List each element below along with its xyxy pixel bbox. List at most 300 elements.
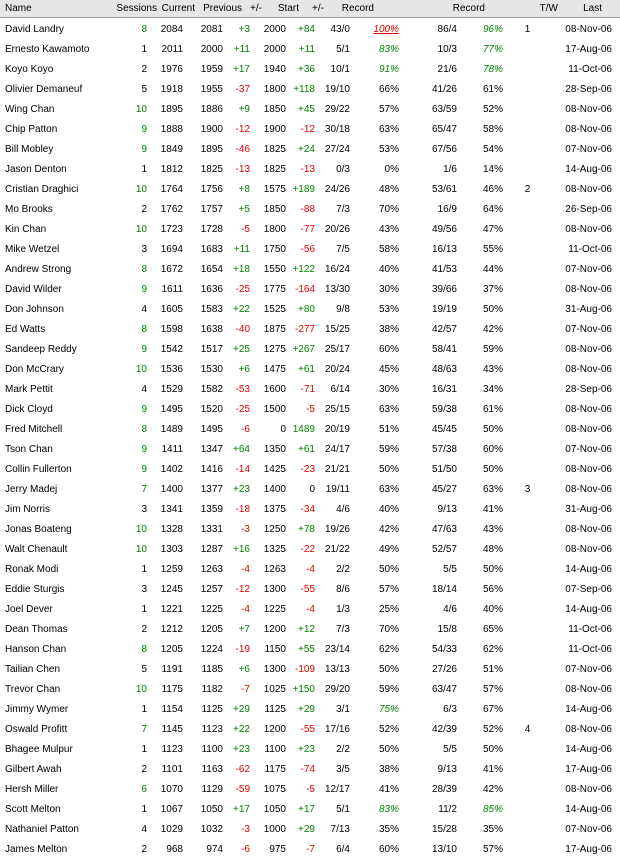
game-pct: 96%: [482, 24, 503, 35]
game-record: 16/13: [431, 244, 457, 255]
start-rating: 1350: [263, 444, 286, 455]
game-pct: 50%: [482, 464, 503, 475]
session-pct: 53%: [378, 304, 399, 315]
current-rating: 1101: [161, 764, 183, 775]
session-pct: 50%: [378, 744, 399, 755]
table-row: [0, 820, 620, 840]
tw-rank: [520, 420, 535, 440]
previous-rating: 1123: [201, 724, 223, 735]
last-played: 08-Nov-06: [565, 284, 612, 295]
header-last: Last: [583, 3, 602, 14]
start-rating: 1375: [263, 504, 286, 515]
last-played: 07-Nov-06: [565, 264, 612, 275]
previous-rating: 1520: [200, 404, 223, 415]
game-pct: 62%: [482, 644, 503, 655]
player-name: Jimmy Wymer: [5, 704, 69, 715]
last-played: 11-Oct-06: [568, 644, 612, 655]
rating-change: -53: [235, 384, 250, 395]
game-pct: 78%: [482, 64, 503, 75]
current-rating: 2084: [160, 24, 183, 35]
game-pct: 77%: [482, 44, 503, 55]
previous-rating: 1959: [200, 64, 223, 75]
session-pct: 30%: [378, 384, 399, 395]
game-pct: 52%: [482, 724, 503, 735]
start-rating: 1225: [263, 604, 286, 615]
start-rating: 1825: [263, 144, 286, 155]
session-record: 20/19: [324, 424, 350, 435]
game-pct: 65%: [482, 624, 503, 635]
session-pct: 52%: [378, 724, 399, 735]
game-pct: 52%: [482, 104, 503, 115]
game-record: 63/59: [431, 104, 457, 115]
last-played: 07-Nov-06: [565, 144, 612, 155]
session-record: 24/26: [324, 184, 350, 195]
rating-change: -13: [235, 164, 250, 175]
sessions: 9: [141, 124, 147, 135]
start-rating: 1275: [263, 344, 286, 355]
start-rating: 1300: [263, 664, 286, 675]
start-rating: 1200: [263, 724, 286, 735]
game-pct: 67%: [482, 704, 503, 715]
sessions: 7: [141, 724, 147, 735]
change-since-start: +23: [298, 744, 315, 755]
session-record: 3/5: [336, 764, 350, 775]
sessions: 4: [141, 824, 147, 835]
start-rating: 1575: [263, 184, 286, 195]
last-played: 08-Nov-06: [565, 424, 612, 435]
current-rating: 1029: [160, 824, 183, 835]
change-since-start: 0: [309, 484, 315, 495]
change-since-start: -56: [300, 244, 315, 255]
header-start: Start: [277, 3, 299, 14]
session-record: 13/30: [324, 284, 350, 295]
previous-rating: 1416: [200, 464, 223, 475]
change-since-start: -55: [300, 724, 315, 735]
tw-rank: [520, 340, 535, 360]
change-since-start: +61: [298, 444, 315, 455]
game-record: 51/50: [431, 464, 457, 475]
tw-rank: [520, 740, 535, 760]
player-name: Tailian Chen: [5, 664, 61, 675]
game-pct: 41%: [482, 504, 503, 515]
rating-change: -12: [235, 124, 250, 135]
start-rating: 1425: [263, 464, 286, 475]
player-name: David Wilder: [5, 284, 62, 295]
game-record: 58/41: [431, 344, 457, 355]
start-rating: 1200: [263, 624, 286, 635]
last-played: 28-Sep-06: [565, 384, 612, 395]
change-since-start: -13: [300, 164, 315, 175]
game-pct: 48%: [482, 544, 503, 555]
table-row: [0, 280, 620, 300]
session-record: 6/14: [330, 384, 350, 395]
tw-rank: [520, 100, 535, 120]
change-since-start: +36: [298, 64, 315, 75]
game-record: 16/9: [437, 204, 457, 215]
previous-rating: 1517: [200, 344, 223, 355]
session-record: 6/4: [336, 844, 350, 855]
previous-rating: 1530: [200, 364, 223, 375]
game-pct: 35%: [482, 824, 503, 835]
last-played: 08-Nov-06: [565, 124, 612, 135]
game-pct: 40%: [482, 604, 503, 615]
player-name: Don Johnson: [5, 304, 64, 315]
game-pct: 61%: [482, 84, 503, 95]
tw-rank: [520, 700, 535, 720]
change-since-start: 1489: [292, 424, 315, 435]
session-pct: 63%: [378, 404, 399, 415]
previous-rating: 1900: [200, 124, 223, 135]
tw-rank: [520, 820, 535, 840]
game-record: 49/56: [431, 224, 457, 235]
player-name: Koyo Koyo: [5, 64, 54, 75]
last-played: 14-Aug-06: [565, 604, 612, 615]
sessions: 1: [141, 704, 147, 715]
last-played: 14-Aug-06: [565, 704, 612, 715]
previous-rating: 1359: [200, 504, 223, 515]
change-since-start: -109: [294, 664, 315, 675]
last-played: 08-Nov-06: [565, 224, 612, 235]
session-pct: 91%: [378, 64, 399, 75]
previous-rating: 1032: [200, 824, 223, 835]
previous-rating: 1636: [200, 284, 223, 295]
previous-rating: 1495: [200, 424, 223, 435]
rating-change: +9: [238, 104, 250, 115]
session-pct: 100%: [373, 24, 399, 35]
change-since-start: -5: [306, 784, 315, 795]
game-record: 21/6: [437, 64, 457, 75]
sessions: 9: [141, 144, 147, 155]
game-record: 1/6: [443, 164, 457, 175]
last-played: 08-Nov-06: [565, 404, 612, 415]
game-record: 86/4: [437, 24, 457, 35]
sessions: 8: [141, 424, 147, 435]
tw-rank: [520, 640, 535, 660]
current-rating: 1145: [161, 724, 183, 735]
change-since-start: -277: [294, 324, 315, 335]
tw-rank: [520, 800, 535, 820]
player-name: Collin Fullerton: [5, 464, 72, 475]
tw-rank: [520, 620, 535, 640]
game-record: 18/14: [431, 584, 457, 595]
start-rating: 1025: [263, 684, 286, 695]
session-record: 7/5: [336, 244, 350, 255]
game-record: 39/66: [431, 284, 457, 295]
table-row: [0, 180, 620, 200]
game-pct: 57%: [482, 844, 503, 855]
rating-change: -5: [241, 224, 250, 235]
last-played: 08-Nov-06: [565, 184, 612, 195]
rating-change: +8: [238, 184, 250, 195]
last-played: 14-Aug-06: [565, 564, 612, 575]
player-name: Jerry Madej: [5, 484, 58, 495]
last-played: 07-Sep-06: [565, 584, 612, 595]
session-record: 4/6: [336, 504, 350, 515]
header-change-start: +/-: [312, 3, 324, 14]
start-rating: 1150: [264, 644, 286, 655]
current-rating: 1123: [161, 744, 183, 755]
game-record: 9/13: [437, 764, 457, 775]
rating-change: +23: [233, 484, 250, 495]
tw-rank: [520, 500, 535, 520]
player-name: Jim Norris: [5, 504, 50, 515]
rating-change: -25: [235, 404, 250, 415]
player-name: Nathaniel Patton: [5, 824, 79, 835]
start-rating: 1940: [263, 64, 286, 75]
sessions: 1: [141, 744, 147, 755]
start-rating: 1525: [263, 304, 286, 315]
current-rating: 2011: [161, 44, 183, 55]
session-record: 10/1: [330, 64, 350, 75]
session-pct: 25%: [378, 604, 399, 615]
previous-rating: 1225: [200, 604, 223, 615]
change-since-start: +29: [298, 824, 315, 835]
tw-rank: [520, 280, 535, 300]
game-pct: 57%: [482, 684, 503, 695]
rating-change: -37: [235, 84, 250, 95]
current-rating: 1328: [160, 524, 183, 535]
session-record: 19/11: [325, 484, 350, 495]
game-pct: 58%: [482, 124, 503, 135]
last-played: 07-Nov-06: [565, 324, 612, 335]
session-pct: 42%: [378, 524, 399, 535]
session-record: 1/3: [336, 604, 350, 615]
current-rating: 1529: [160, 384, 183, 395]
rating-change: -4: [241, 564, 250, 575]
previous-rating: 1100: [201, 744, 223, 755]
game-record: 41/26: [431, 84, 457, 95]
player-name: Hanson Chan: [5, 644, 67, 655]
rating-change: -62: [235, 764, 250, 775]
rating-change: +5: [238, 204, 250, 215]
tw-rank: [520, 760, 535, 780]
sessions: 6: [141, 784, 147, 795]
game-pct: 50%: [482, 304, 503, 315]
session-record: 21/21: [324, 464, 350, 475]
player-name: Eddie Sturgis: [5, 584, 65, 595]
session-pct: 45%: [378, 364, 399, 375]
session-record: 24/17: [324, 444, 350, 455]
tw-rank: [520, 140, 535, 160]
session-pct: 60%: [378, 844, 399, 855]
start-rating: 1900: [263, 124, 286, 135]
current-rating: 1067: [160, 804, 183, 815]
session-pct: 49%: [378, 544, 399, 555]
sessions: 10: [135, 224, 147, 235]
current-rating: 1402: [160, 464, 183, 475]
tw-rank: [520, 60, 535, 80]
game-pct: 14%: [482, 164, 503, 175]
table-row: [0, 380, 620, 400]
current-rating: 1205: [160, 644, 183, 655]
previous-rating: 1163: [201, 764, 223, 775]
session-record: 15/25: [324, 324, 350, 335]
header-sessions: Sessions: [116, 3, 157, 14]
game-record: 9/13: [437, 504, 457, 515]
game-record: 5/5: [443, 564, 457, 575]
game-record: 67/56: [431, 144, 457, 155]
tw-rank: [520, 380, 535, 400]
player-name: Walt Chenault: [5, 544, 68, 555]
tw-rank: 2: [524, 184, 531, 195]
player-name: Mike Wetzel: [5, 244, 60, 255]
previous-rating: 1582: [200, 384, 223, 395]
session-pct: 30%: [378, 284, 399, 295]
game-record: 65/47: [431, 124, 457, 135]
game-pct: 50%: [482, 564, 503, 575]
last-played: 08-Nov-06: [565, 364, 612, 375]
previous-rating: 1886: [200, 104, 223, 115]
tw-rank: [520, 400, 535, 420]
game-record: 48/63: [431, 364, 457, 375]
game-pct: 50%: [482, 744, 503, 755]
sessions: 2: [141, 64, 147, 75]
table-row: [0, 600, 620, 620]
change-since-start: +80: [298, 304, 315, 315]
change-since-start: -4: [306, 564, 315, 575]
start-rating: 1400: [263, 484, 286, 495]
player-name: Cristian Draghici: [5, 184, 79, 195]
previous-rating: 1895: [200, 144, 223, 155]
game-pct: 55%: [482, 244, 503, 255]
change-since-start: +78: [298, 524, 315, 535]
game-record: 42/39: [431, 724, 457, 735]
current-rating: 1536: [160, 364, 183, 375]
last-played: 11-Oct-06: [568, 624, 612, 635]
player-name: Mark Pettit: [5, 384, 53, 395]
sessions: 10: [135, 364, 147, 375]
rating-change: -59: [235, 784, 250, 795]
session-record: 20/26: [324, 224, 350, 235]
last-played: 11-Oct-06: [568, 64, 612, 75]
tw-rank: [520, 660, 535, 680]
session-record: 29/20: [324, 684, 350, 695]
session-pct: 0%: [384, 164, 399, 175]
current-rating: 1400: [160, 484, 183, 495]
start-rating: 1800: [263, 224, 286, 235]
rating-change: -12: [235, 584, 250, 595]
table-row: [0, 840, 620, 860]
current-rating: 1154: [161, 704, 183, 715]
sessions: 1: [141, 804, 147, 815]
start-rating: 1250: [263, 524, 286, 535]
rating-change: +29: [233, 704, 250, 715]
previous-rating: 1205: [200, 624, 223, 635]
player-name: Bill Mobley: [5, 144, 54, 155]
session-pct: 41%: [378, 784, 399, 795]
session-record: 9/8: [336, 304, 350, 315]
sessions: 7: [141, 484, 147, 495]
tw-rank: [520, 220, 535, 240]
session-record: 3/1: [336, 704, 350, 715]
session-record: 16/24: [324, 264, 350, 275]
table-row: [0, 40, 620, 60]
player-name: Bhagee Mulpur: [5, 744, 73, 755]
table-row: [0, 540, 620, 560]
last-played: 17-Aug-06: [565, 844, 612, 855]
session-pct: 57%: [378, 104, 399, 115]
session-pct: 60%: [378, 344, 399, 355]
session-record: 7/13: [330, 824, 350, 835]
game-pct: 41%: [482, 764, 503, 775]
game-record: 11/2: [438, 804, 457, 815]
change-since-start: +189: [292, 184, 315, 195]
table-row: [0, 440, 620, 460]
session-pct: 63%: [378, 124, 399, 135]
rating-change: +25: [233, 344, 250, 355]
change-since-start: +118: [293, 84, 315, 95]
game-pct: 56%: [482, 584, 503, 595]
change-since-start: -7: [306, 844, 315, 855]
current-rating: 1489: [160, 424, 183, 435]
table-row: [0, 20, 620, 40]
previous-rating: 974: [206, 844, 223, 855]
rating-change: +17: [233, 64, 250, 75]
player-name: Scott Melton: [5, 804, 61, 815]
start-rating: 1850: [263, 204, 286, 215]
current-rating: 1175: [161, 684, 183, 695]
game-record: 63/47: [431, 684, 457, 695]
game-record: 52/57: [431, 544, 457, 555]
tw-rank: 1: [524, 24, 531, 35]
current-rating: 1611: [161, 284, 183, 295]
sessions: 10: [135, 524, 147, 535]
tw-rank: 4: [524, 724, 531, 735]
game-record: 53/61: [431, 184, 457, 195]
player-name: Gilbert Awah: [5, 764, 62, 775]
tw-rank: [520, 780, 535, 800]
player-name: Ernesto Kawamoto: [5, 44, 90, 55]
session-record: 7/3: [336, 204, 350, 215]
session-pct: 58%: [378, 244, 399, 255]
last-played: 07-Nov-06: [565, 444, 612, 455]
sessions: 8: [141, 264, 147, 275]
start-rating: 1775: [263, 284, 286, 295]
header-name: Name: [5, 3, 32, 14]
sessions: 1: [141, 604, 147, 615]
session-pct: 48%: [378, 184, 399, 195]
current-rating: 1976: [160, 64, 183, 75]
change-since-start: -22: [300, 544, 315, 555]
rating-change: +6: [238, 364, 250, 375]
previous-rating: 1638: [200, 324, 223, 335]
game-record: 54/33: [431, 644, 457, 655]
last-played: 08-Nov-06: [565, 684, 612, 695]
change-since-start: -55: [300, 584, 315, 595]
current-rating: 1762: [160, 204, 183, 215]
previous-rating: 1654: [200, 264, 223, 275]
tw-rank: [520, 680, 535, 700]
sessions: 9: [141, 464, 147, 475]
table-row: [0, 760, 620, 780]
session-pct: 66%: [378, 84, 399, 95]
table-row: [0, 100, 620, 120]
tw-rank: [520, 540, 535, 560]
tw-rank: [520, 40, 535, 60]
last-played: 31-Aug-06: [565, 504, 612, 515]
sessions: 2: [141, 204, 147, 215]
game-pct: 44%: [482, 264, 503, 275]
current-rating: 1888: [160, 124, 183, 135]
start-rating: 1075: [263, 784, 286, 795]
sessions: 10: [135, 104, 147, 115]
rating-change: -7: [241, 684, 250, 695]
player-name: Olivier Demaneuf: [5, 84, 83, 95]
sessions: 4: [141, 384, 147, 395]
sessions: 8: [141, 644, 147, 655]
last-played: 07-Nov-06: [565, 664, 612, 675]
game-record: 4/6: [443, 604, 457, 615]
